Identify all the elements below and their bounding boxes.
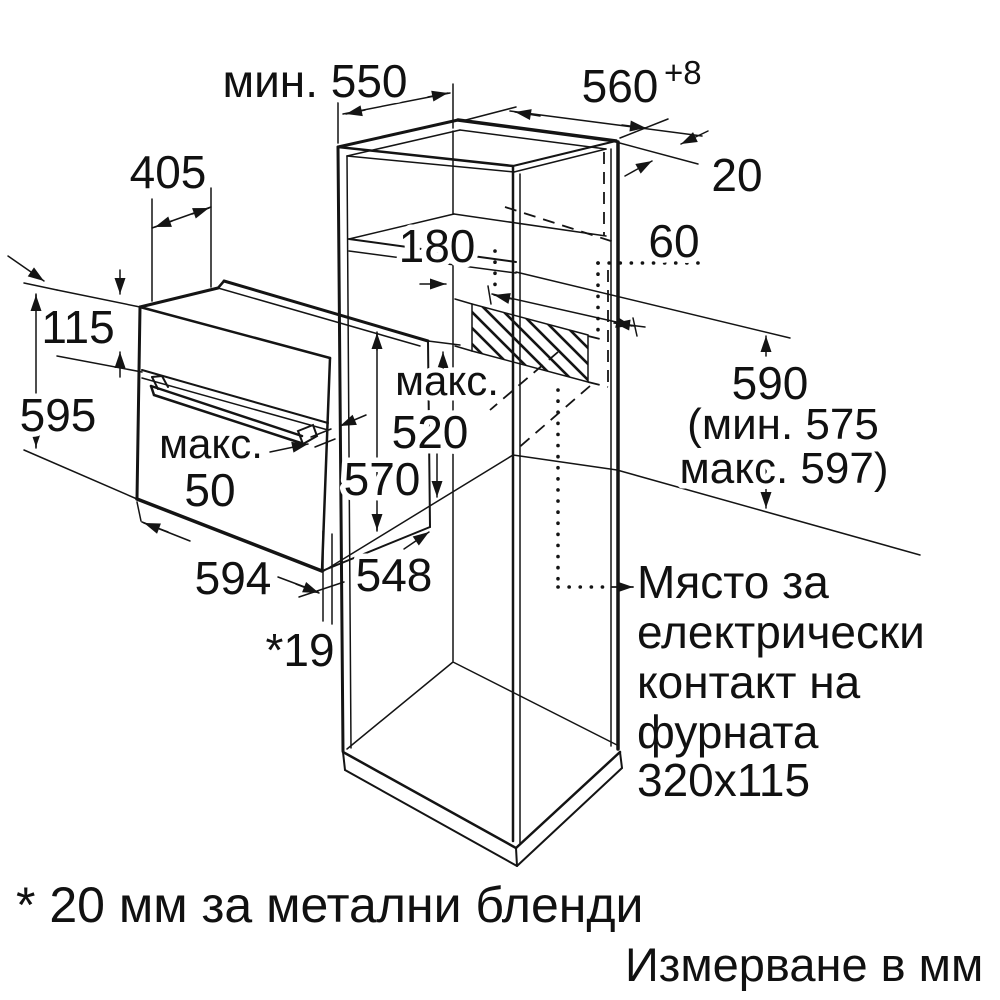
label-maks-520-value: 520 xyxy=(391,406,469,458)
label-20: 20 xyxy=(711,149,763,201)
label-maks-50-word: макс. xyxy=(159,420,263,467)
metal-fronts-footnote: * 20 мм за метални бленди xyxy=(16,877,644,933)
outlet-note-line5: 320x115 xyxy=(637,754,811,806)
outlet-note-line2: електрически xyxy=(637,606,925,658)
label-590-max: макс. 597) xyxy=(679,444,889,493)
label-115: 115 xyxy=(41,301,115,353)
label-min-550: мин. 550 xyxy=(222,55,408,107)
label-570: 570 xyxy=(343,453,421,505)
label-180: 180 xyxy=(398,220,476,272)
footnotes xyxy=(16,877,983,991)
label-405: 405 xyxy=(129,146,207,198)
label-548: 548 xyxy=(355,549,433,601)
outlet-note-line3: контакт на xyxy=(637,656,861,708)
label-594: 594 xyxy=(194,552,272,604)
outlet-note-line1: Място за xyxy=(637,556,829,608)
units-note: Измерване в мм xyxy=(625,938,984,991)
label-560: 560 xyxy=(581,60,659,112)
label-595: 595 xyxy=(19,389,97,441)
label-590-min: (мин. 575 xyxy=(687,400,879,449)
label-60: 60 xyxy=(648,215,700,267)
label-560-tolerance: +8 xyxy=(664,54,702,91)
outlet-note xyxy=(637,556,925,806)
label-maks-520-word: макс. xyxy=(395,357,499,404)
outlet-note-line4: фурната xyxy=(637,706,819,758)
label-19: *19 xyxy=(265,624,335,676)
label-maks-50-value: 50 xyxy=(184,464,236,516)
label-590: 590 xyxy=(731,357,809,409)
